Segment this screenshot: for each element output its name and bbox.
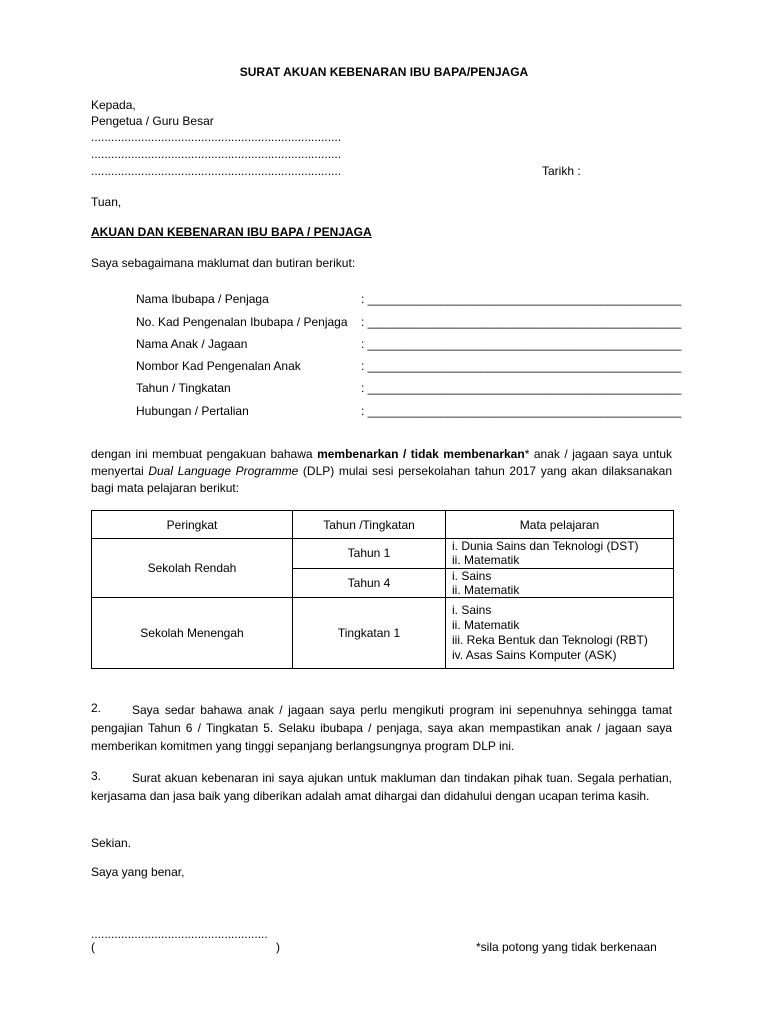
field-label-parent-ic: No. Kad Pengenalan Ibubapa / Penjaga [136, 315, 348, 329]
name-open-bracket: ( [91, 940, 95, 954]
field-label-child-ic: Nombor Kad Pengenalan Anak [136, 359, 301, 373]
year-cell: Tingkatan 1 [293, 598, 446, 669]
subjects-cell: i. Sains ii. Matematik iii. Reka Bentuk dan Teknologi (RBT) iv. Asas Sains Komputer (ASK) [446, 598, 674, 669]
paragraph-3: Surat akuan kebenaran ini saya ajukan untuk makluman dan tindakan pihak tuan. Segala perhatian, kerjasama dan jasa baik yang diberikan adalah amat dihargai dan didahului dengan ucapan terima kasih. [91, 771, 672, 803]
page-title: SURAT AKUAN KEBENARAN IBU BAPA/PENJAGA [239, 65, 529, 79]
field-label-parent-name: Nama Ibubapa / Penjaga [136, 292, 269, 306]
field-parent-ic[interactable]: : _______________________________________________ [361, 315, 682, 329]
subheading: AKUAN DAN KEBENARAN IBU BAPA / PENJAGA [91, 225, 372, 239]
signoff: Saya yang benar, [91, 865, 185, 879]
salutation: Tuan, [91, 195, 122, 209]
table-header: Tahun /Tingkatan [293, 511, 446, 539]
subjects-cell: i. Sains ii. Matematik [446, 568, 674, 598]
field-year-form[interactable]: : _______________________________________________ [361, 381, 682, 395]
field-relationship[interactable]: : _______________________________________________ [361, 404, 682, 418]
field-child-ic[interactable]: : _______________________________________________ [361, 359, 682, 373]
field-child-name[interactable]: : _______________________________________________ [361, 337, 682, 351]
table-row [92, 598, 674, 669]
address-line-1: ........................................................................... [91, 130, 342, 144]
level-cell: Sekolah Menengah [92, 598, 293, 669]
table-row [92, 539, 674, 569]
table-header-row [92, 511, 674, 539]
declaration-paragraph: dengan ini membuat pengakuan bahawa membenarkan / tidak membenarkan* anak / jagaan saya untuk menyertai Dual Language Programme (DLP) mulai sesi persekolahan tahun 2017 yang akan dilaksanakan bagi mata pelajaran berikut: [91, 447, 673, 495]
address-line-2: ........................................................................... [91, 147, 342, 161]
year-cell: Tahun 1 [293, 539, 446, 569]
signature-line[interactable]: ..................................................... [91, 927, 268, 941]
intro-text: Saya sebagaimana maklumat dan butiran berikut: [91, 256, 356, 270]
paragraph-3-number: 3. [91, 769, 102, 783]
address-to: Kepada, [91, 98, 136, 112]
paragraph-2: Saya sedar bahawa anak / jagaan saya perlu mengikuti program ini sepenuhnya sehingga tamat pengajian Tahun 6 / Tingkatan 5. Selaku ibubapa / penjaga, saya akan mempastikan anak / jagaan saya memberikan komitmen yang tinggi sepanjang berlangsungnya program DLP ini. [91, 703, 672, 753]
closing: Sekian. [91, 836, 132, 850]
field-label-year-form: Tahun / Tingkatan [136, 381, 231, 395]
date-label: Tarikh : [542, 164, 581, 178]
subjects-table [91, 510, 674, 669]
subjects-cell: i. Dunia Sains dan Teknologi (DST) ii. Matematik [446, 539, 674, 569]
address-recipient: Pengetua / Guru Besar [91, 114, 214, 128]
name-close-bracket: ) [276, 940, 280, 954]
table-header: Peringkat [92, 511, 293, 539]
paragraph-2-number: 2. [91, 701, 102, 715]
year-cell: Tahun 4 [293, 568, 446, 598]
footnote: *sila potong yang tidak berkenaan [476, 940, 657, 954]
table-header: Mata pelajaran [446, 511, 674, 539]
field-label-child-name: Nama Anak / Jagaan [136, 337, 248, 351]
level-cell: Sekolah Rendah [92, 539, 293, 598]
field-parent-name[interactable]: : _______________________________________________ [361, 292, 682, 306]
address-line-3: ........................................................................... [91, 164, 342, 178]
consent-options[interactable]: membenarkan / tidak membenarkan [317, 447, 525, 461]
field-label-relationship: Hubungan / Pertalian [136, 404, 249, 418]
